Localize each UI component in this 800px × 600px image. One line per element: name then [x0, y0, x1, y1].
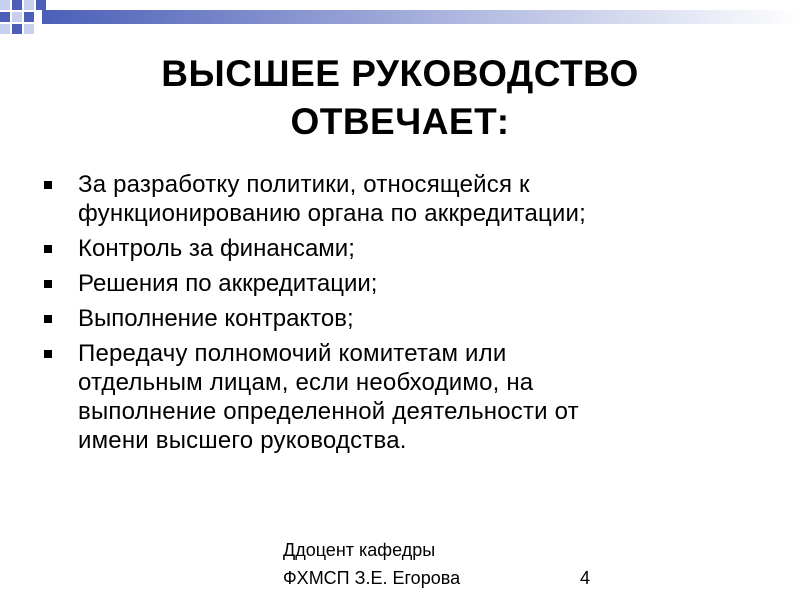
bullet-line: Выполнение контрактов;: [78, 305, 354, 332]
bullet-item: [44, 269, 744, 298]
slide-title-line-2: ОТВЕЧАЕТ:: [290, 101, 510, 142]
square-bullet-icon: [44, 280, 52, 288]
bullet-list: [44, 170, 744, 461]
bullet-line: За разработку политики, относящейся к: [78, 171, 530, 198]
bullet-line: отдельным лицам, если необходимо, на: [78, 369, 534, 396]
page-number: 4: [580, 568, 591, 588]
header-squares: [0, 0, 46, 34]
footer-author: [283, 536, 523, 592]
bullet-item: [44, 234, 744, 263]
bullet-item: [44, 170, 744, 228]
bullet-line: функционированию органа по аккредитации;: [78, 200, 587, 227]
footer-author-line-2: ФХМСП З.Е. Егорова: [283, 568, 461, 588]
bullet-item: [44, 339, 744, 455]
bullet-item: [44, 304, 744, 333]
bullet-line: Контроль за финансами;: [78, 235, 355, 262]
square-bullet-icon: [44, 181, 52, 189]
square-bullet-icon: [44, 350, 52, 358]
header-decoration: [0, 0, 800, 40]
slide-title-line-1: ВЫСШЕЕ РУКОВОДСТВО: [161, 53, 639, 94]
footer-author-line-1: Ддоцент кафедры: [283, 540, 436, 560]
bullet-line: имени высшего руководства.: [78, 427, 407, 454]
bullet-line: Передачу полномочий комитетам или: [78, 340, 507, 367]
bullet-line: выполнение определенной деятельности от: [78, 398, 579, 425]
bullet-line: Решения по аккредитации;: [78, 270, 378, 297]
square-bullet-icon: [44, 315, 52, 323]
header-gradient-band: [42, 10, 800, 24]
square-bullet-icon: [44, 245, 52, 253]
slide-title: [60, 50, 740, 146]
